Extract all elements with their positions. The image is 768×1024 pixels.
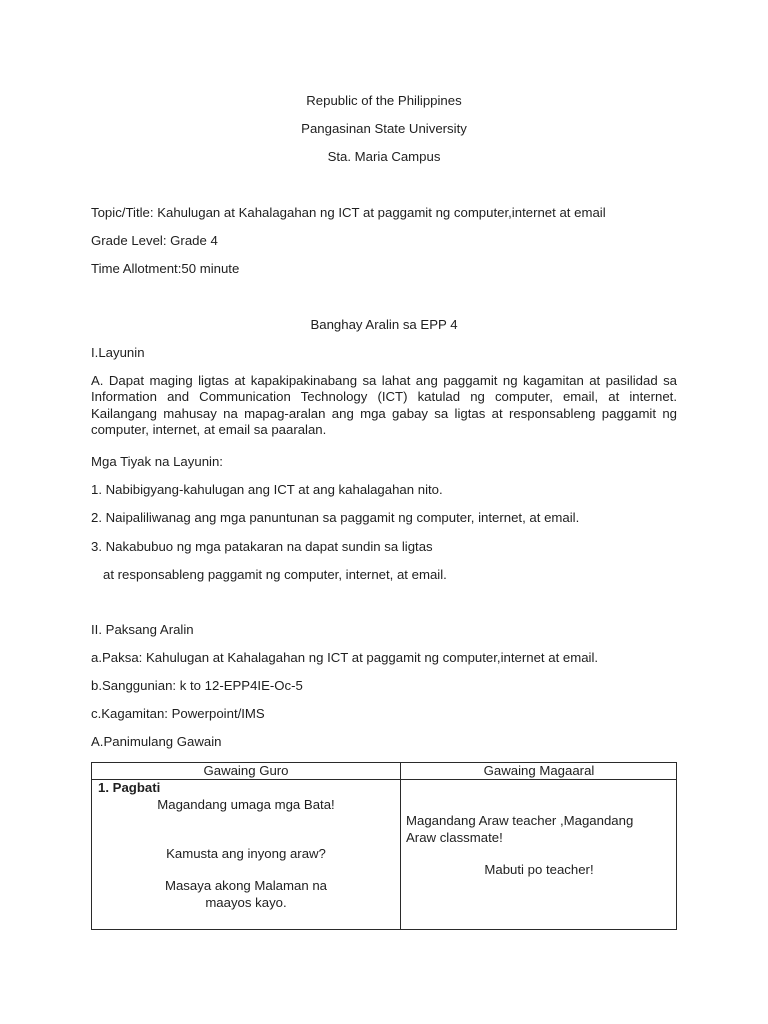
activity-table: [91, 762, 677, 930]
header-gawaing-guro: Gawaing Guro: [203, 763, 289, 778]
objective-3: 3. Nakabubuo ng mga patakaran na dapat sundin sa ligtas: [91, 539, 433, 554]
objective-3-continued: at responsableng paggamit ng computer, internet, at email.: [103, 567, 447, 582]
panimulang-gawain-heading: A.Panimulang Gawain: [91, 734, 222, 749]
header-republic: Republic of the Philippines: [306, 93, 462, 108]
magaaral-line-3: Mabuti po teacher!: [484, 862, 594, 877]
magaaral-line-1: Magandang Araw teacher ,Magandang: [406, 813, 634, 828]
guro-line-3: Masaya akong Malaman na: [164, 878, 327, 893]
guro-line-2: Kamusta ang inyong araw?: [166, 846, 326, 861]
header-gawaing-magaaral: Gawaing Magaaral: [483, 763, 595, 778]
guro-line-1: Magandang umaga mga Bata!: [157, 797, 335, 812]
step-pagbati: 1. Pagbati: [98, 780, 161, 795]
paksa-line: a.Paksa: Kahulugan at Kahalagahan ng ICT at paggamit ng computer,internet at email.: [91, 650, 599, 665]
table-header-divider: [92, 779, 676, 780]
time-allotment: Time Allotment:50 minute: [91, 261, 240, 276]
sanggunian-line: b.Sanggunian: k to 12-EPP4IE-Oc-5: [91, 678, 303, 693]
layunin-paragraph: A. Dapat maging ligtas at kapakipakinabang sa lahat ang paggamit ng kagamitan at pasilidad sa Information and Communication Technology (ICT) katulad ng computer, email, at internet. Kailangang mahusay na mapag-aralan ang mga gabay sa ligtas at responsableng paggamit ng computer, internet, at email sa paaralan.: [91, 373, 677, 438]
paksang-aralin-heading: II. Paksang Aralin: [91, 622, 194, 637]
plan-title: Banghay Aralin sa EPP 4: [310, 317, 458, 332]
objective-2: 2. Naipaliliwanag ang mga panuntunan sa paggamit ng computer, internet, at email.: [91, 510, 580, 525]
header-university: Pangasinan State University: [301, 121, 467, 136]
layunin-heading: I.Layunin: [91, 345, 145, 360]
grade-level: Grade Level: Grade 4: [91, 233, 218, 248]
kagamitan-line: c.Kagamitan: Powerpoint/IMS: [91, 706, 265, 721]
objective-1: 1. Nabibigyang-kahulugan ang ICT at ang kahalagahan nito.: [91, 482, 443, 497]
objectives-heading: Mga Tiyak na Layunin:: [91, 454, 223, 469]
guro-line-4: maayos kayo.: [205, 895, 287, 910]
topic-title: Topic/Title: Kahulugan at Kahalagahan ng ICT at paggamit ng computer,internet at email: [91, 205, 606, 220]
magaaral-line-2: Araw classmate!: [406, 830, 503, 845]
table-column-divider: [400, 763, 401, 929]
header-campus: Sta. Maria Campus: [327, 149, 441, 164]
